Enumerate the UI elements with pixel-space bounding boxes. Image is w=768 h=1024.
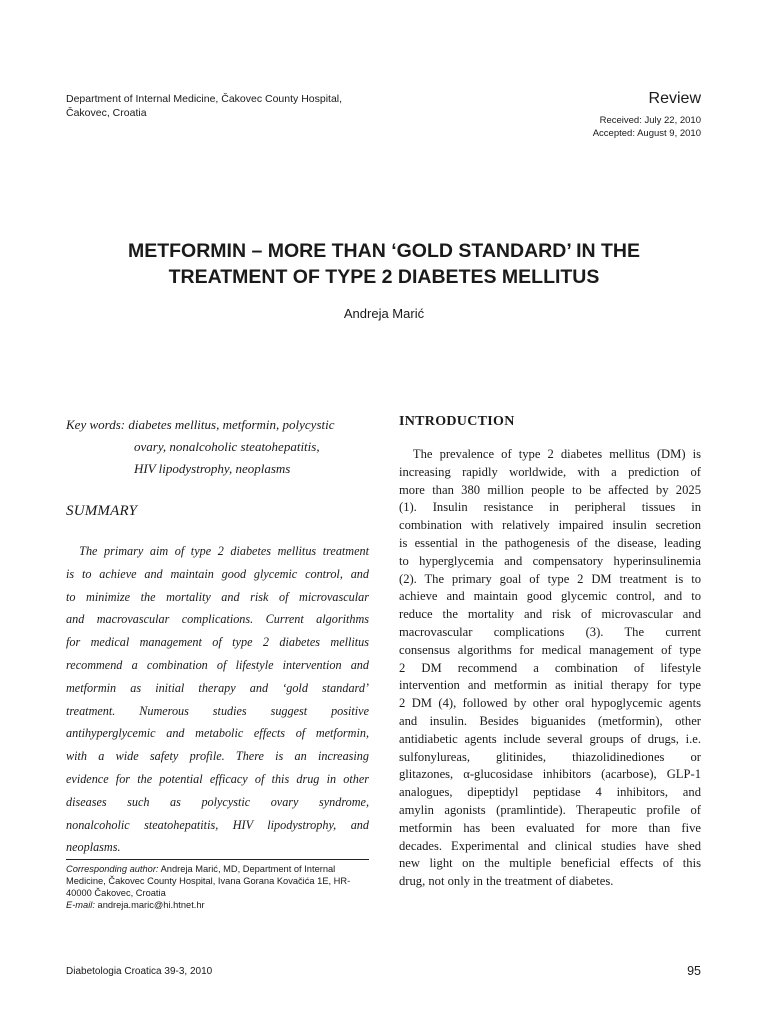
intro-line: achieve and maintain good glycemic control, and to <box>399 589 701 604</box>
summary-line: is to achieve and maintain good glycemic control, and <box>66 566 369 581</box>
keywords-line: ovary, nonalcoholic steatohepatitis, <box>134 439 320 454</box>
intro-line: combination with relatively impaired insulin secretion <box>399 518 701 533</box>
intro-line: reduce the mortality and risk of microvascular and <box>399 607 701 622</box>
email-label: E-mail: <box>66 900 95 910</box>
summary-line: treatment. Numerous studies suggest positive <box>66 703 369 718</box>
summary-line: for medical management of type 2 diabetes mellitus <box>66 635 369 650</box>
keywords-line: Key words: diabetes mellitus, metformin, polycystic <box>66 417 335 432</box>
summary-line: nonalcoholic steatohepatitis, HIV lipodystrophy, and <box>66 817 369 832</box>
intro-line: (1). Insulin resistance in peripheral tissues in <box>399 500 701 515</box>
summary-line: diseases such as polycystic ovary syndrome, <box>66 794 369 809</box>
summary-line: The primary aim of type 2 diabetes mellitus treatment <box>66 544 369 558</box>
footnote-divider <box>66 859 369 860</box>
email-address: andreja.maric@hi.htnet.hr <box>97 900 205 910</box>
intro-line: glitazones, α-glucosidase inhibitors (acarbose), GLP-1 <box>399 767 701 782</box>
accepted-date: Accepted: August 9, 2010 <box>592 128 701 139</box>
author-name: Andreja Marić <box>343 306 425 321</box>
title-line: TREATMENT OF TYPE 2 DIABETES MELLITUS <box>168 266 600 288</box>
affiliation-line: Department of Internal Medicine, Čakovec County Hospital, <box>66 93 343 105</box>
intro-line: (2). The primary goal of type 2 DM treatment is to <box>399 571 701 586</box>
summary-text <box>66 540 369 859</box>
intro-line: increasing rapidly worldwide, with a prediction of <box>399 464 701 479</box>
corresponding-label: Corresponding author: <box>66 864 159 874</box>
intro-line: amylin agonists (pramlintide). Therapeutic profile of <box>399 802 701 817</box>
intro-line: more than 380 million people to be affected by 2025 <box>399 482 701 497</box>
intro-line: decades. Experimental and clinical studies have shed <box>399 838 701 853</box>
intro-line: consensus algorithms for medical management of type <box>399 642 701 657</box>
intro-line: antidiabetic agents include several groups of drugs, i.e. <box>399 731 701 746</box>
summary-line: metformin as initial therapy and ‘gold standard’ <box>66 680 369 695</box>
summary-line: evidence for the potential efficacy of this drug in other <box>66 771 369 786</box>
summary-heading: SUMMARY <box>66 503 138 519</box>
corresponding-author-note <box>66 863 369 911</box>
corresponding-text: Andreja Marić, MD, Department of Internal Medicine, Čakovec County Hospital, Ivana Gorana Kovačića 1E, HR-40000 Čakovec, Croatia <box>66 864 351 898</box>
intro-line: intervention and metformin as initial therapy for type <box>399 678 701 693</box>
page-number: 95 <box>687 964 701 978</box>
article-dates <box>593 114 701 140</box>
intro-line: 2 DM recommend a combination of lifestyle <box>399 660 701 675</box>
intro-line: metformin has been evaluated for more than five <box>399 820 701 835</box>
summary-line: and macrovascular complications. Current algorithms <box>66 612 369 627</box>
intro-line: to hyperglycemia and compensatory hyperinsulinemia <box>399 553 701 568</box>
intro-line: is essential in the pathogenesis of the disease, leading <box>399 535 701 550</box>
received-date: Received: July 22, 2010 <box>599 115 701 126</box>
affiliation-line: Čakovec, Croatia <box>66 107 147 119</box>
affiliation <box>66 92 386 120</box>
introduction-heading: INTRODUCTION <box>399 414 515 429</box>
article-title <box>0 238 768 290</box>
intro-line: sulfonylureas, glitinides, thiazolidinediones or <box>399 749 701 764</box>
intro-line: The prevalence of type 2 diabetes mellitus (DM) is <box>399 447 701 461</box>
summary-line: to minimize the mortality and risk of microvascular <box>66 589 369 604</box>
keywords <box>66 414 376 480</box>
keywords-line: HIV lipodystrophy, neoplasms <box>134 461 291 476</box>
summary-line: recommend a combination of lifestyle intervention and <box>66 657 369 672</box>
intro-line: new light on the multiple beneficial effects of this <box>399 856 701 871</box>
journal-citation: Diabetologia Croatica 39-3, 2010 <box>66 966 213 977</box>
intro-line: macrovascular complications (3). The current <box>399 624 701 639</box>
article-type: Review <box>648 90 701 107</box>
intro-line: 2 DM (4), followed by other oral hypoglycemic agents <box>399 696 701 711</box>
intro-line: analogues, dipeptidyl peptidase 4 inhibitors, and <box>399 785 701 800</box>
introduction-text <box>399 446 701 891</box>
summary-line: antihyperglycemic and metabolic effects of metformin, <box>66 726 369 741</box>
title-line: METFORMIN – MORE THAN ‘GOLD STANDARD’ IN THE <box>127 240 641 262</box>
summary-line: neoplasms. <box>66 840 121 855</box>
summary-line: with a wide safety profile. There is an increasing <box>66 749 369 764</box>
intro-line: drug, not only in the treatment of diabetes. <box>399 874 614 889</box>
intro-line: and insulin. Besides biguanides (metformin), other <box>399 713 701 728</box>
